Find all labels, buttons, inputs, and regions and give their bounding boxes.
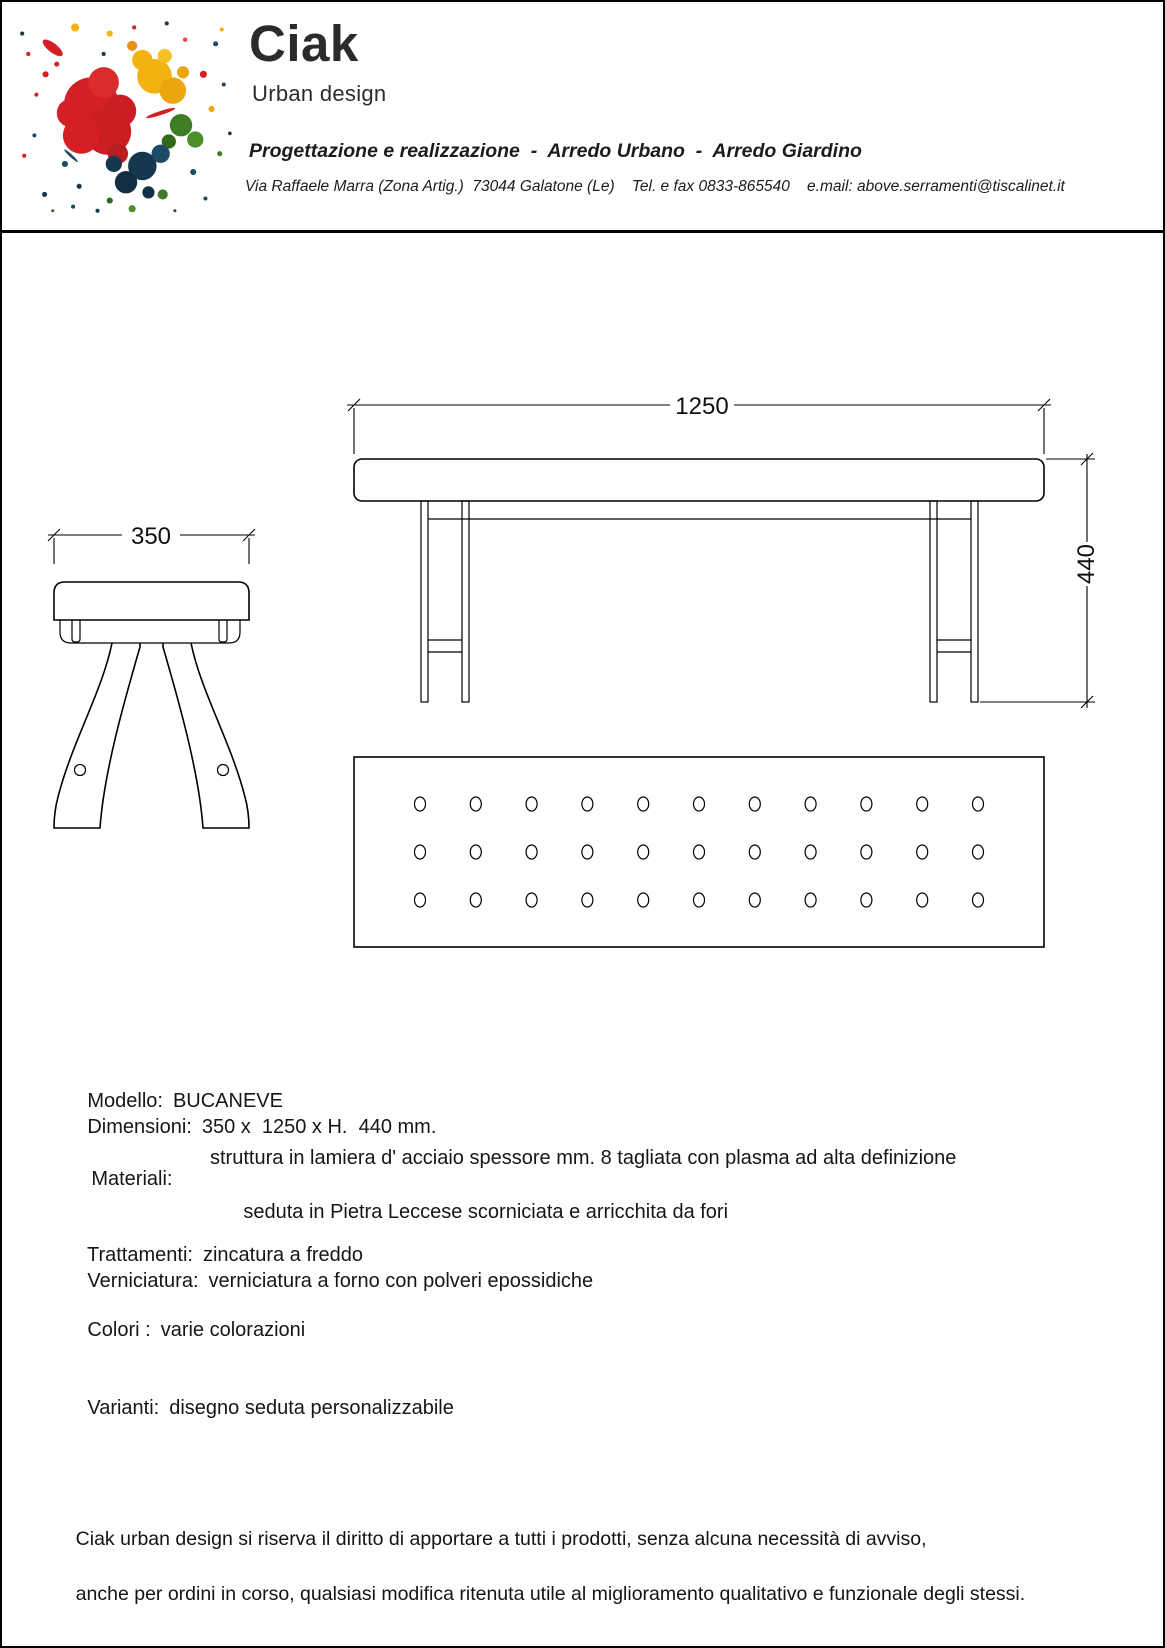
company-tagline: Progettazione e realizzazione - Arredo Urbano - Arredo Giardino (249, 140, 862, 162)
brand-subtitle: Urban design (252, 81, 387, 106)
spec-value: verniciatura a forno con polveri epossidiche (208, 1270, 594, 1292)
seat-hole (415, 797, 426, 811)
seat-hole (749, 893, 760, 907)
seat-hole (526, 893, 537, 907)
seat-hole (415, 845, 426, 859)
seat-hole (694, 893, 705, 907)
seat-hole (694, 845, 705, 859)
seat-hole (582, 845, 593, 859)
seat-hole (638, 845, 649, 859)
spec-label: Dimensioni: (87, 1116, 192, 1138)
seat-hole (805, 845, 816, 859)
company-address-line: Via Raffaele Marra (Zona Artig.) 73044 Galatone (Le) Tel. e fax 0833-865540 e.mail: above.serramenti@tiscalinet.it (245, 178, 1065, 195)
seat-hole (638, 893, 649, 907)
seat-hole (470, 797, 481, 811)
spec-label: Verniciatura: (87, 1270, 199, 1292)
side-depth-dim-label: 350 (130, 523, 172, 550)
seat-hole (694, 797, 705, 811)
seat-hole (470, 893, 481, 907)
top-view (354, 757, 1044, 947)
leg-hole-left (75, 765, 86, 776)
spec-label: Varianti: (87, 1397, 160, 1419)
side-view (48, 523, 255, 828)
seat-hole (973, 797, 984, 811)
seat-hole (582, 893, 593, 907)
spec-label: Trattamenti: (86, 1244, 193, 1266)
seat-hole (749, 845, 760, 859)
spec-value: zincatura a freddo (202, 1244, 364, 1266)
seat-hole (749, 797, 760, 811)
brand-name: Ciak (249, 15, 359, 72)
seat-hole (526, 797, 537, 811)
front-height-dim-label: 440 (1073, 543, 1100, 585)
spec-label: Materiali: (91, 1168, 173, 1190)
seat-hole (917, 845, 928, 859)
disclaimer (54, 1498, 1025, 1636)
seat-hole (861, 797, 872, 811)
seat-hole (415, 893, 426, 907)
seat-hole (973, 845, 984, 859)
seat-hole (638, 797, 649, 811)
spec-label: Colori : (87, 1319, 151, 1341)
seat-hole (861, 893, 872, 907)
seat-hole (917, 893, 928, 907)
spec-label: Modello: (87, 1090, 163, 1112)
seat-hole (805, 797, 816, 811)
seat-hole (861, 845, 872, 859)
spec-varianti (54, 1374, 454, 1443)
spec-value: disegno seduta personalizzabile (169, 1397, 454, 1419)
seat-hole (973, 893, 984, 907)
spec-value: struttura in lamiera d' acciaio spessore mm. 8 tagliata con plasma ad alta definizione seduta in Pietra Leccese scorniciata e arricchita da fori (210, 1147, 957, 1223)
seat-hole (917, 797, 928, 811)
disclaimer-line1: Ciak urban design si riserva il diritto di apportare a tutti i prodotti, senza alcuna necessità di avviso, (75, 1527, 927, 1550)
spec-value: varie colorazioni (160, 1319, 306, 1341)
front-width-dim-label: 1250 (675, 393, 729, 420)
spec-colori (54, 1296, 305, 1365)
spec-value: 350 x 1250 x H. 440 mm. (201, 1116, 437, 1138)
leg-hole-right (218, 765, 229, 776)
spec-value: BUCANEVE (172, 1090, 283, 1112)
seat-hole (582, 797, 593, 811)
front-view (347, 393, 1100, 708)
seat-holes-grid (415, 797, 984, 907)
seat-hole (526, 845, 537, 859)
seat-hole (470, 845, 481, 859)
disclaimer-line2: anche per ordini in corso, qualsiasi modifica ritenuta utile al miglioramento qualitativo e funzionale degli stessi. (75, 1582, 1026, 1605)
seat-hole (805, 893, 816, 907)
